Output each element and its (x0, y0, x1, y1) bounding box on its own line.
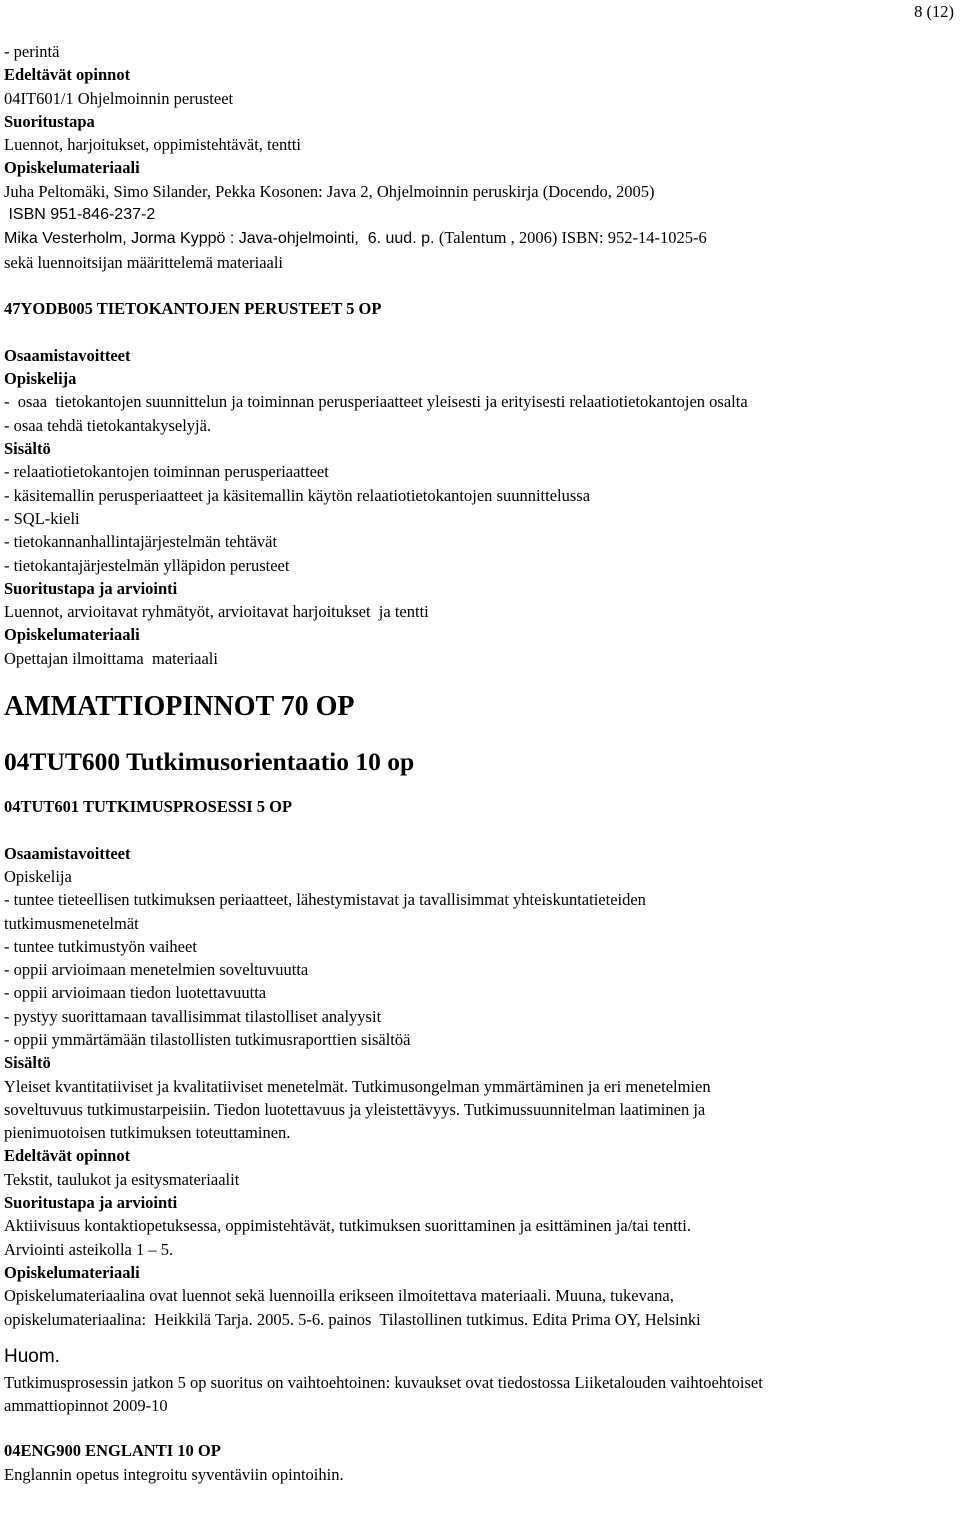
text-line: Luennot, harjoitukset, oppimistehtävät, tentti (4, 135, 301, 155)
course-title: 47YODB005 TIETOKANTOJEN PERUSTEET 5 OP (4, 299, 382, 319)
section-heading: Sisältö (4, 1053, 51, 1073)
section-heading: Opiskelumateriaali (4, 158, 140, 178)
section-heading: Suoritustapa ja arviointi (4, 578, 178, 598)
text-line: Opettajan ilmoittama materiaali (4, 648, 218, 668)
course-title: 04ENG900 ENGLANTI 10 OP (4, 1441, 221, 1461)
text-line: Arviointi asteikolla 1 – 5. (4, 1239, 174, 1259)
section-heading: Osaamistavoitteet (4, 345, 131, 365)
text-line: sekä luennoitsijan määrittelemä materiaali (4, 252, 284, 272)
list-item: - SQL-kieli (4, 508, 80, 528)
text-line: Tekstit, taulukot ja esitysmateriaalit (4, 1169, 240, 1189)
text-line: Opiskelumateriaalina ovat luennot sekä luennoilla erikseen ilmoitettava materiaali. Muuna, tukevana, (4, 1286, 674, 1306)
text-line: opiskelumateriaalina: Heikkilä Tarja. 2005. 5-6. painos Tilastollinen tutkimus. Edita Prima OY, Helsinki (4, 1309, 701, 1329)
module-heading: 04TUT600 Tutkimusorientaatio 10 op (4, 747, 415, 777)
text-line (4, 226, 954, 250)
text-line: ammattiopinnot 2009-10 (4, 1396, 168, 1416)
list-item: tutkimusmenetelmät (4, 913, 139, 933)
list-item: - osaa tietokantojen suunnittelun ja toiminnan perusperiaatteet yleisesti ja erityisesti relaatiotietokantojen osalta (4, 392, 748, 412)
section-heading: Sisältö (4, 439, 51, 459)
text-line: - perintä (4, 42, 60, 61)
list-item: - tuntee tutkimustyön vaiheet (4, 936, 197, 956)
text-line: 04IT601/1 Ohjelmoinnin perusteet (4, 88, 234, 108)
text-line: ISBN 951-846-237-2 (4, 206, 156, 224)
section-heading: Suoritustapa (4, 111, 95, 131)
section-heading: Suoritustapa ja arviointi (4, 1193, 178, 1213)
text-line: Juha Peltomäki, Simo Silander, Pekka Kosonen: Java 2, Ohjelmoinnin peruskirja (Docendo, 2005) (4, 181, 655, 201)
section-heading: Edeltävät opinnot (4, 65, 131, 85)
text-fragment: Mika Vesterholm, Jorma Kyppö : Java-ohjelmointi, 6. uud. p. (4, 230, 439, 248)
section-heading: Edeltävät opinnot (4, 1146, 131, 1166)
list-item: - käsitemallin perusperiaatteet ja käsitemallin käytön relaatiotietokantojen suunnittelussa (4, 485, 591, 505)
list-item: - pystyy suorittamaan tavallisimmat tilastolliset analyysit (4, 1006, 382, 1026)
list-item: - relaatiotietokantojen toiminnan perusperiaatteet (4, 462, 329, 482)
text-line: Luennot, arvioitavat ryhmätyöt, arvioitavat harjoitukset ja tentti (4, 602, 429, 622)
document-body (4, 40, 954, 1486)
main-heading: AMMATTIOPINNOT 70 OP (4, 691, 355, 723)
text-fragment: (Talentum , 2006) ISBN: 952-14-1025-6 (438, 228, 707, 248)
list-item: - oppii arvioimaan menetelmien soveltuvuutta (4, 960, 309, 980)
list-item: - tuntee tieteellisen tutkimuksen periaatteet, lähestymistavat ja tavallisimmat yhteiskuntatieteiden (4, 890, 646, 910)
text-line: pienimuotoisen tutkimuksen toteuttaminen. (4, 1123, 291, 1143)
list-item: - oppii ymmärtämään tilastollisten tutkimusraporttien sisältöä (4, 1029, 411, 1049)
list-item: - tietokantajärjestelmän ylläpidon perusteet (4, 555, 290, 575)
section-heading: Opiskelumateriaali (4, 1262, 140, 1282)
section-heading: Osaamistavoitteet (4, 843, 131, 863)
text-line: Yleiset kvantitatiiviset ja kvalitatiiviset menetelmät. Tutkimusongelman ymmärtäminen ja eri menetelmien (4, 1076, 711, 1096)
text-line: Tutkimusprosessin jatkon 5 op suoritus on vaihtoehtoinen: kuvaukset ovat tiedostossa Liiketalouden vaihtoehtoiset (4, 1372, 763, 1392)
text-line: Aktiivisuus kontaktiopetuksessa, oppimistehtävät, tutkimuksen suorittaminen ja esittäminen ja/tai tentti. (4, 1216, 691, 1236)
course-title: 04TUT601 TUTKIMUSPROSESSI 5 OP (4, 797, 293, 817)
section-heading: Opiskelija (4, 369, 77, 389)
list-item: - tietokannanhallintajärjestelmän tehtävät (4, 532, 278, 552)
list-item: - osaa tehdä tietokantakyselyjä. (4, 415, 212, 435)
section-heading: Opiskelija (4, 866, 72, 886)
page-number: 8 (12) (914, 2, 954, 21)
section-heading: Opiskelumateriaali (4, 625, 140, 645)
note-label: Huom. (4, 1345, 60, 1367)
text-line: Englannin opetus integroitu syventäviin opintoihin. (4, 1464, 344, 1484)
text-line: soveltuvuus tutkimustarpeisiin. Tiedon luotettavuus ja yleistettävyys. Tutkimussuunnitelman laatiminen ja (4, 1099, 706, 1119)
list-item: - oppii arvioimaan tiedon luotettavuutta (4, 983, 267, 1003)
